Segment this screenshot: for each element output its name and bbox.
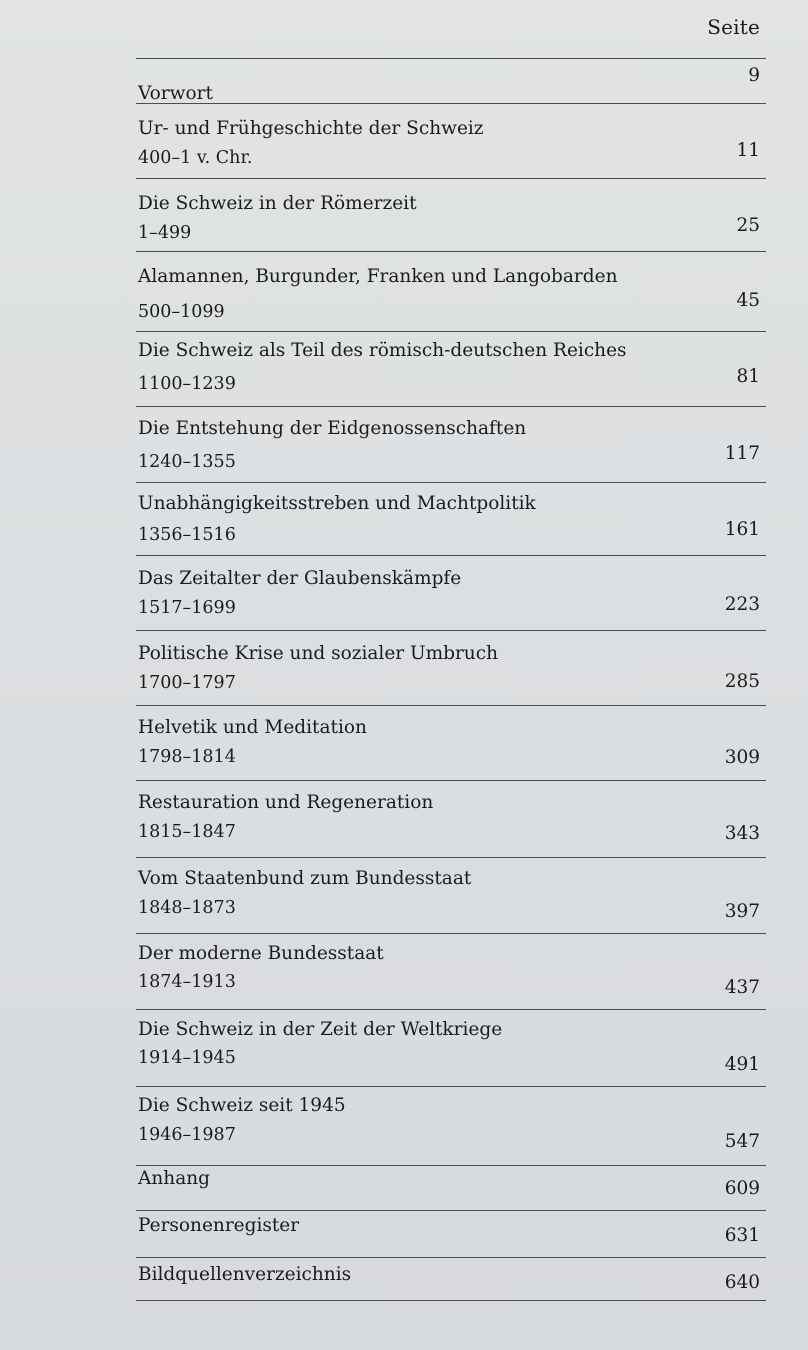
toc-entry-helvetic-republic: [136, 705, 766, 780]
toc-entry-person-index: [136, 1210, 766, 1257]
toc-entry-federal-state: [136, 857, 766, 933]
toc-page-number: 223: [724, 594, 760, 615]
toc-entry-political-crisis: [136, 630, 766, 705]
toc-entry-title: Bildquellenverzeichnis: [138, 1264, 352, 1285]
toc-entry-title: Vorwort: [138, 83, 213, 104]
toc-entry-years: 400–1 v. Chr.: [138, 148, 253, 168]
toc-entry-title: Restauration und Regeneration: [138, 792, 434, 813]
toc-entry-years: 500–1099: [138, 302, 225, 322]
toc-entry-independence: [136, 482, 766, 555]
toc-entry-years: 1914–1945: [138, 1048, 236, 1068]
toc-entry-confederation: [136, 406, 766, 482]
toc-entry-years: 1100–1239: [138, 374, 236, 394]
toc-page-number: 161: [724, 519, 760, 540]
toc-entry-foreword: [136, 58, 766, 103]
toc-page-number: 437: [724, 977, 760, 998]
toc-entry-roman-era: [136, 178, 766, 251]
toc-entry-title: Helvetik und Meditation: [138, 717, 367, 738]
toc-page-number: 117: [724, 443, 760, 464]
toc-entry-years: 1240–1355: [138, 452, 236, 472]
toc-entry-title: Die Entstehung der Eidgenossenschaften: [138, 418, 527, 439]
toc-entry-title: Die Schweiz seit 1945: [138, 1095, 346, 1116]
toc-page-number: 547: [724, 1131, 760, 1152]
toc-entry-title: Der moderne Bundesstaat: [138, 943, 384, 964]
bottom-rule: [136, 1300, 766, 1301]
toc-page-number: 309: [724, 747, 760, 768]
toc-entry-title: Politische Krise und sozialer Umbruch: [138, 643, 499, 664]
toc-entry-years: 1–499: [138, 223, 192, 243]
toc-page-number: 343: [724, 823, 760, 844]
toc-page-number: 285: [724, 671, 760, 692]
toc-entry-title: Die Schweiz in der Zeit der Weltkriege: [138, 1019, 503, 1040]
toc-entry-image-sources: [136, 1257, 766, 1300]
toc-entry-early-middle-ages: [136, 251, 766, 331]
toc-entry-title: Vom Staatenbund zum Bundesstaat: [138, 868, 472, 889]
toc-page-number: 640: [724, 1272, 760, 1293]
toc-entry-since-1945: [136, 1086, 766, 1165]
toc-entry-title: Alamannen, Burgunder, Franken und Langobarden: [138, 266, 618, 287]
toc-entry-religious-wars: [136, 555, 766, 630]
toc-entry-years: 1700–1797: [138, 673, 236, 693]
toc-page-number: 25: [736, 215, 760, 236]
toc-entry-title: Die Schweiz in der Römerzeit: [138, 193, 417, 214]
toc-entry-years: 1874–1913: [138, 972, 236, 992]
toc-entry-title: Das Zeitalter der Glaubenskämpfe: [138, 568, 462, 589]
toc-page-number: 397: [724, 901, 760, 922]
toc-entry-years: 1356–1516: [138, 525, 236, 545]
toc-page-number: 81: [736, 366, 760, 387]
toc-entry-world-wars: [136, 1009, 766, 1086]
toc-entry-holy-roman-empire: [136, 331, 766, 406]
page-column-header: Seite: [707, 15, 760, 39]
toc-entry-title: Anhang: [138, 1168, 210, 1189]
toc-entry-title: Personenregister: [138, 1215, 300, 1236]
toc-entry-title: Ur- und Frühgeschichte der Schweiz: [138, 118, 484, 139]
toc-page-number: 45: [736, 290, 760, 311]
toc-page-number: 609: [724, 1178, 760, 1199]
toc-entry-years: 1848–1873: [138, 898, 236, 918]
toc-entry-restoration: [136, 780, 766, 857]
toc-entry-prehistory: [136, 103, 766, 178]
toc-page-number: 11: [736, 140, 760, 161]
toc-entry-years: 1946–1987: [138, 1125, 236, 1145]
toc-page-number: 491: [724, 1054, 760, 1075]
toc-entry-years: 1815–1847: [138, 822, 236, 842]
toc-page-number: 9: [748, 65, 760, 86]
toc-entry-modern-federal-state: [136, 933, 766, 1009]
toc-entry-title: Unabhängigkeitsstreben und Machtpolitik: [138, 493, 536, 514]
toc-entry-appendix: [136, 1165, 766, 1210]
toc-entry-years: 1517–1699: [138, 598, 236, 618]
toc-entry-title: Die Schweiz als Teil des römisch-deutschen Reiches: [138, 340, 627, 361]
toc-entry-years: 1798–1814: [138, 747, 236, 767]
toc-page-number: 631: [724, 1225, 760, 1246]
